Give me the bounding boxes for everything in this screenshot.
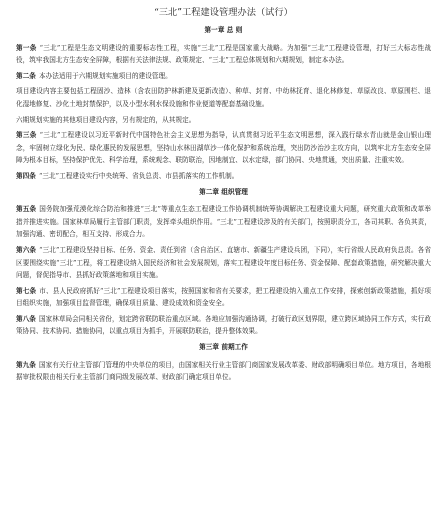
article-text: 国家林草局会同相关省份，划定跨省联防联治重点区域。各地应加强沟通协调，打破行政区划界限，建立跨区域协同工作方式，实行政策协同、技术协同、措施协同，以重点项目为抓手，开展联防联治，提升整体效果。 [16,314,431,336]
article [16,359,431,384]
article-text: 国务院加强荒漠化综合防治和推进“三北”等重点生态工程建设工作协调机制统筹协调解决工程建设重大问题，研究重大政策和改革举措并推进实施。国家林草局履行主管部门职责，发挥牵头组织作用。“三北”工程建设涉及的有关部门，按照职责分工，各司其职、各负其责，加强沟通、密切配合，相互支持、形成合力。 [16,205,431,239]
article-text: “三北”工程建设坚持目标、任务、资金、责任到省（含自治区、直辖市、新疆生产建设兵团，下同），实行省级人民政府负总责。各省区要围绕实施“三北”工程，将工程建设纳入国民经济和社会发展规划，落实工程建设年度目标任务、资金保障、配套政策措施，研究解决重大问题，督促指导市、县抓好政策落地和项目实施。 [16,245,431,280]
article-label: 第二条 [16,71,36,80]
article [16,170,431,183]
chapter-heading: 第二章 组织管理 [199,187,248,196]
article-label: 第三条 [16,131,37,140]
article-text: 市、县人民政府抓好“三北”工程建设项目落实，按照国家和省有关要求，把工程建设纳入重点工作安排，探索创新政策措施，抓好项目组织实施，加强项目监督管理，确保项目质量、建设成效和资金安全。 [16,286,431,308]
document-title: “三北”工程建设管理办法（试行） [154,7,293,18]
article-paragraph: 六期规划实施的其他项目建设内容，另有规定的，从其规定。 [16,115,196,124]
chapter-heading: 第一章 总 则 [204,26,243,34]
article-label: 第五条 [16,205,37,214]
article [16,203,431,241]
article-text: “三北”工程建设以习近平新时代中国特色社会主义思想为指导，认真贯彻习近平生态文明思想，深入践行绿水青山就是金山银山理念，牢固树立绿化为民、绿化惠民的发展思想，坚持山水林田湖草沙一体化保护和系统治理，突出防沙治沙主攻方向，以筑牢北方生态安全屏障为根本目标，坚持保护优先、科学治理，系统观念、联防联治，因地制宜、以水定绿，部门协同、央地贯通，突出质量、注重实效。 [16,131,431,165]
chapter-heading: 第三章 前期工作 [199,343,248,352]
article [16,70,431,83]
article [16,244,431,282]
article [16,313,431,338]
article-text: “三北”工程建设实行中央统筹、省负总责、市县抓落实的工作机制。 [38,171,239,180]
article-paragraph: 项目建设内容主要包括工程固沙、造林（含农田防护林新建及更新改造）、种草、封育、中幼林抚育、退化林修复、草原改良、草原围栏、退化湿地修复、沙化土地封禁保护，以及小型水利水保设施和作业便道等配套基础设施。 [16,87,431,108]
article-label: 第八条 [16,314,36,323]
article-label: 第九条 [16,360,36,369]
article-label: 第四条 [16,171,36,180]
article [16,42,431,67]
article [16,285,431,310]
article-label: 第七条 [16,286,37,295]
article-text: “三北”工程是生态文明建设的重要标志性工程，实施“三北”工程是国家重大战略。为加强“三北”工程建设管理，打好三大标志性战役，筑牢我国北方生态安全屏障，根据有关法律法规、政策规定、“三北”工程总体规划和六期规划，制定本办法。 [16,43,431,65]
article-text: 本办法适用于六期规划实施项目的建设管理。 [38,71,172,80]
article-label: 第六条 [16,245,37,254]
article-text: 国家有关行业主管部门管理的中央单位的项目，由国家相关行业主管部门商国家发展改革委、财政部明确项目单位。地方项目，各地根据审批权限由相关行业主管部门商同级发展改革、财政部门确定项目单位。 [16,360,431,382]
article [16,129,431,167]
article-label: 第一条 [16,43,37,52]
